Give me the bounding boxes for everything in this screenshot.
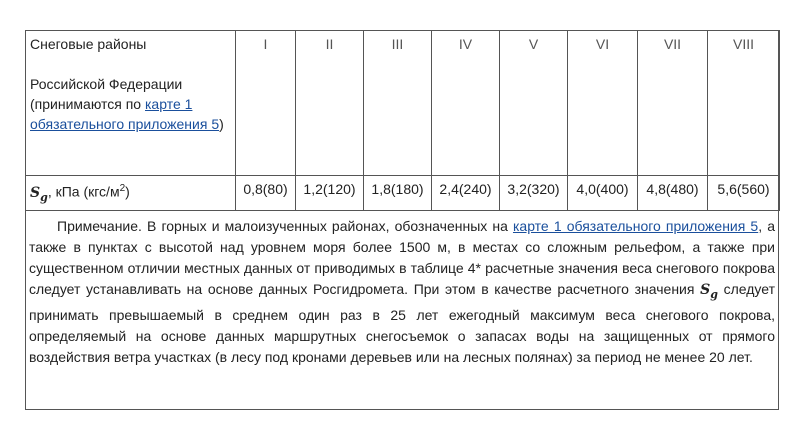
sg-symbol: $S_g$: [30, 184, 48, 204]
note-appendix-map-link[interactable]: карте 1 обязательного приложения 5: [512, 218, 759, 234]
note-text-part2: , а также в пунктах с высотой над уровнем моря более 1500 м, в местах со сложным рельефом, а также при существенном отличии местных данных от приводимых в таблице 4* расчетные значения веса снегового покрова следует устанавливать на основе данных Росгидромета. При этом в качестве расчетного значения: [29, 218, 775, 297]
note-text-part1: Примечание. В горных и малоизученных районах, обозначенных на: [57, 218, 513, 234]
unit-suffix: ): [125, 183, 130, 200]
unit-prefix: , кПа (кгс/м: [47, 183, 120, 200]
table-header-row: [26, 31, 780, 176]
value-cell-8: 5,6(560): [708, 176, 780, 211]
district-header-4: IV: [432, 31, 500, 176]
header-label-line1: Снеговые районы: [30, 36, 147, 52]
value-cell-5: 3,2(320): [500, 176, 568, 211]
header-label-cell: [26, 31, 236, 176]
table-values-row: [26, 176, 780, 211]
unit-superscript: 2: [119, 183, 126, 194]
value-cell-4: 2,4(240): [432, 176, 500, 211]
district-header-2: II: [296, 31, 364, 176]
header-label-line2: Российской Федерации (принимаются по: [30, 76, 183, 112]
value-cell-6: 4,0(400): [568, 176, 638, 211]
header-label-end: ): [219, 116, 224, 132]
appendix-map-link[interactable]: карте 1 обязательного приложения 5: [30, 96, 220, 132]
district-header-1: I: [236, 31, 296, 176]
table-footnote: [29, 216, 775, 368]
note-sg-symbol: $S_g$: [700, 282, 718, 301]
value-cell-3: 1,8(180): [364, 176, 432, 211]
note-text-part3: следует принимать превышаемый в среднем один раз в 25 лет ежегодный максимум веса снегового покрова, определяемый на основе данных маршрутных снегосъемок о запасах воды на защищенных от прямого воздействия ветра участках (в лесу под кронами деревьев или на лесных полянах) за период не менее 20 лет.: [29, 281, 775, 365]
snow-load-table: [25, 30, 780, 211]
district-header-5: V: [500, 31, 568, 176]
district-header-7: VII: [638, 31, 708, 176]
district-header-8: VIII: [708, 31, 780, 176]
district-header-6: VI: [568, 31, 638, 176]
value-cell-7: 4,8(480): [638, 176, 708, 211]
district-header-3: III: [364, 31, 432, 176]
value-cell-2: 1,2(120): [296, 176, 364, 211]
values-label-cell: [26, 176, 236, 211]
value-cell-1: 0,8(80): [236, 176, 296, 211]
